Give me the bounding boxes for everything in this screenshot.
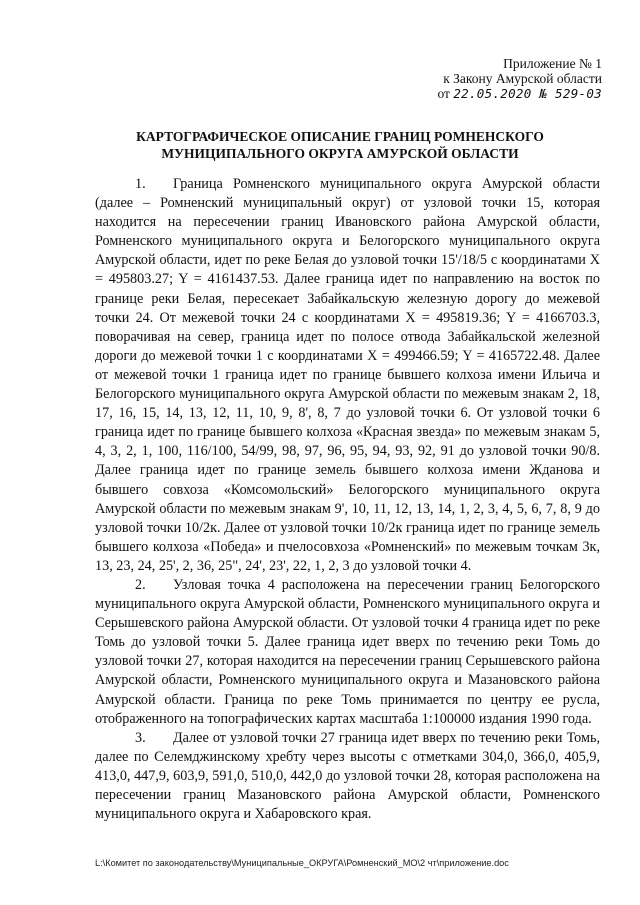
paragraph-text: Узловая точка 4 расположена на пересечении границ Белогорского муниципального округа Амурской области, Ромненского муниципального округа и Серышевского района Амурской области. От узловой точки 4 граница идет по реке Томь до узловой точки 5. Далее граница идет вверх по течению реки Томь до узловой точки 27, которая находится на пересечении границ Серышевского района Амурской области, Ромненского муниципального округа и Мазановского района Амурской области. Граница по реке Томь принимается по центру ее русла, отображенного на топографических картах масштаба 1:100000 издания 1990 года.	[95, 576, 600, 727]
appendix-number: Приложение № 1	[503, 56, 602, 71]
paragraph-1	[95, 175, 600, 576]
paragraph-3	[95, 729, 600, 824]
document-body	[95, 175, 600, 824]
appendix-law-reference: к Закону Амурской области	[443, 71, 602, 86]
paragraph-2	[95, 576, 600, 729]
title-line-1: КАРТОГРАФИЧЕСКОЕ ОПИСАНИЕ ГРАНИЦ РОМНЕНСКОГО	[136, 129, 544, 144]
paragraph-text: Далее от узловой точки 27 граница идет вверх по течению реки Томь, далее по Селемджинскому хребту через высоты с отметками 304,0, 366,0, 405,9, 413,0, 447,9, 603,9, 591,0, 510,0, 442,0 до узловой точки 28, которая расположена на пересечении границ Мазановского района Амурской области, Ромненского муниципального округа и Хабаровского края.	[95, 729, 600, 823]
appendix-date-line	[437, 86, 602, 101]
appendix-date-prefix: от	[437, 86, 454, 101]
paragraph-number: 3.	[135, 729, 146, 746]
appendix-header	[437, 56, 602, 101]
appendix-handwritten-date: 22.05.2020 № 529-03	[453, 86, 602, 101]
file-path-footer: L:\Комитет по законодательству\Муниципальные_ОКРУГА\Ромненский_МО\2 чт\приложение.doc	[95, 858, 509, 868]
paragraph-number: 1.	[135, 176, 146, 192]
paragraph-number: 2.	[135, 576, 146, 593]
paragraph-text: Граница Ромненского муниципального округа Амурской области (далее – Ромненский муниципальный округ) от узловой точки 15, которая находится на пересечении границ Ивановского района Амурской области, Ромненского муниципального округа и Белогорского муниципального округа Амурской области, идет по реке Белая до узловой точки 15'/18/5 с координатами X = 495803.27; Y = 4161437.53. Далее граница идет по направлению на восток по границе реки Белая, пересекает Забайкальскую железную дорогу до межевой точки 24. От межевой точки 24 с координатами X = 495819.36; Y = 4166703.3, поворачивая на север, граница идет по полосе отвода Забайкальской железной дороги до межевой точки 1 с координатами X = 499466.59; Y = 4165722.48. Далее от межевой точки 1 граница идет по границе бывшего колхоза имени Ильича и Белогорского муниципального округа Амурской области по межевым знакам 2, 18, 17, 16, 15, 14, 13, 12, 11, 10, 9, 8', 8, 7 до узловой точки 6. От узловой точки 6 граница идет по границе бывшего колхоза «Красная звезда» по межевым знакам 5, 4, 3, 2, 1, 100, 116/100, 54/99, 98, 97, 96, 95, 94, 93, 92, 91 до узловой точки 90/8. Далее граница идет по границе земель бывшего колхоза имени Жданова и бывшего совхоза «Комсомольский» Белогорского муниципального округа Амурской области по межевым знакам 9', 10, 11, 12, 13, 14, 1, 2, 3, 4, 5, 6, 7, 8, 9 до узловой точки 10/2к. Далее от узловой точки 10/2к граница идет по границе земель бывшего колхоза «Победа» и пчелосовхоза «Ромненский» по межевым точкам 3к, 13, 23, 24, 25', 2, 36, 25", 24', 23', 22, 1, 2, 3 до узловой точки 4.	[95, 176, 600, 574]
title-line-2: МУНИЦИПАЛЬНОГО ОКРУГА АМУРСКОЙ ОБЛАСТИ	[161, 146, 519, 161]
document-title	[80, 128, 600, 162]
